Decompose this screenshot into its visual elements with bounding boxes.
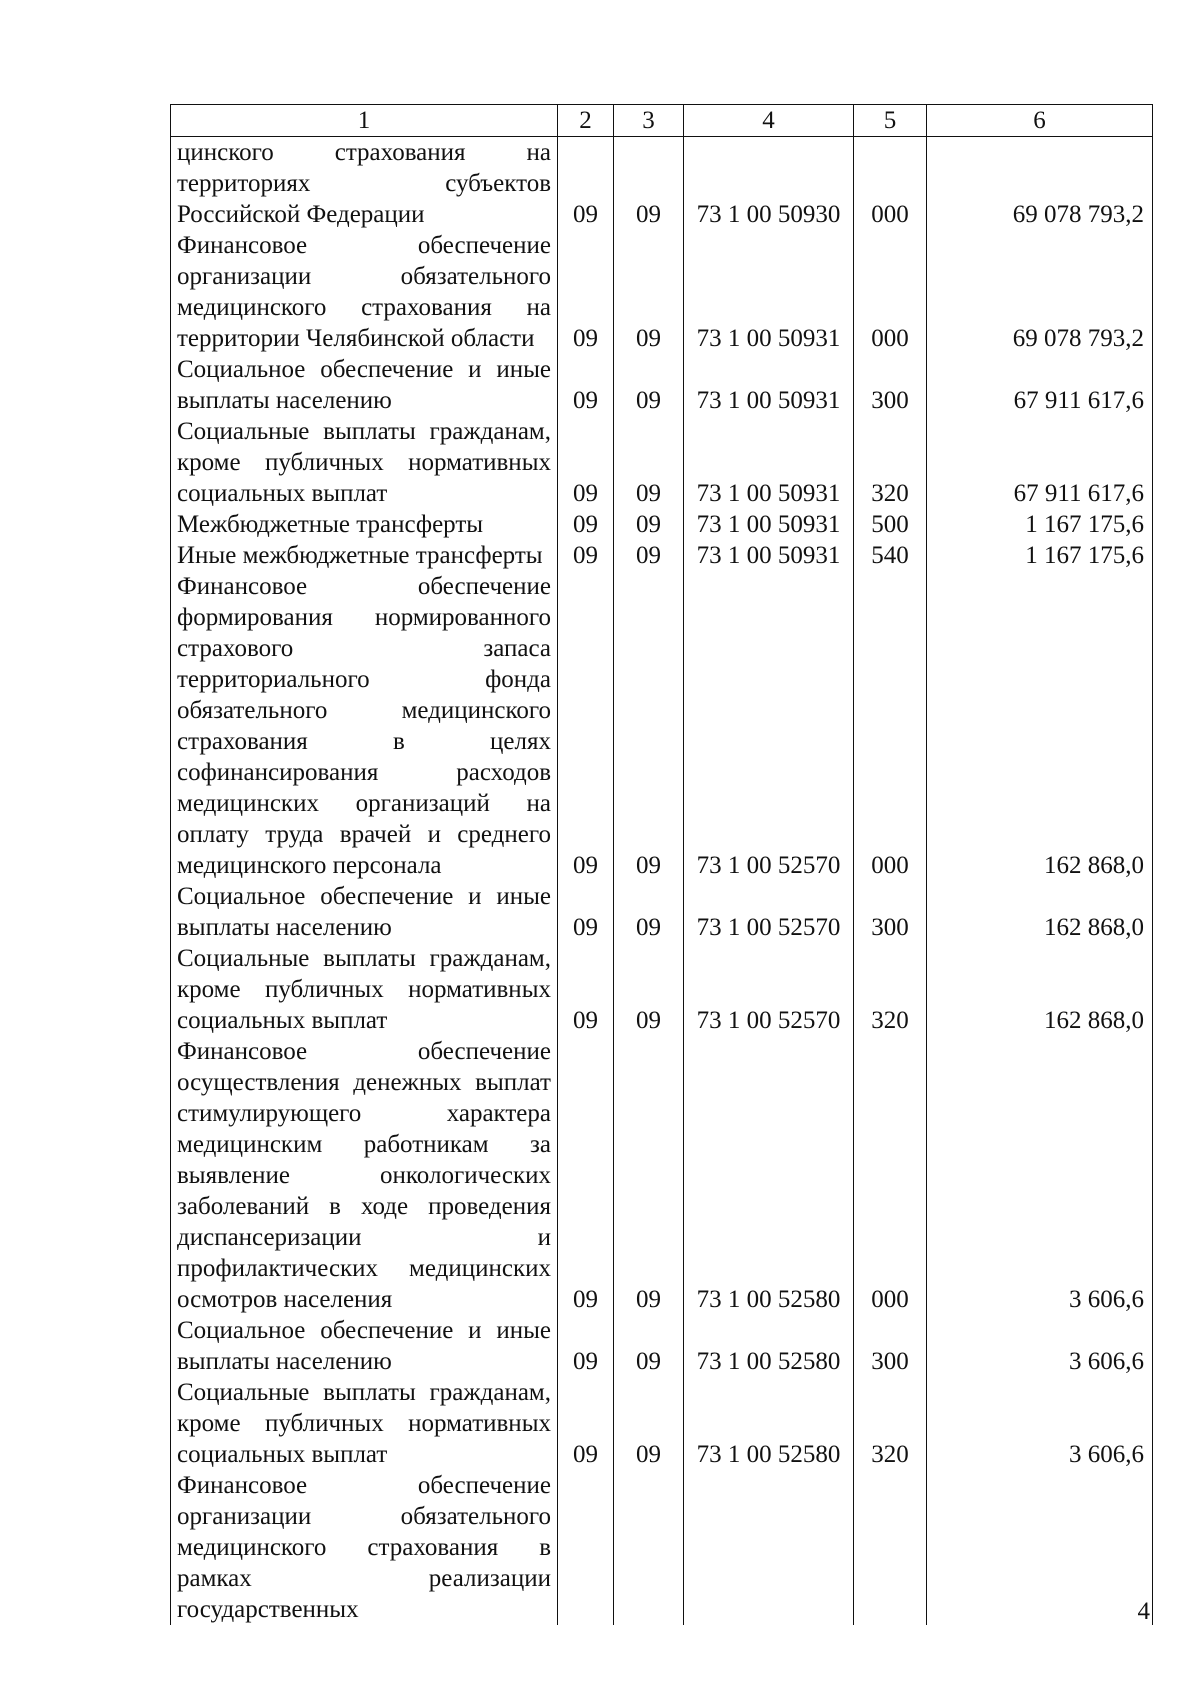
row-amount xyxy=(927,1470,1153,1625)
row-name: Социальное обеспечение и иные выплаты населению xyxy=(171,881,558,943)
row-subsection: 09 xyxy=(614,354,684,416)
row-section: 09 xyxy=(558,1036,614,1315)
header-col-5: 5 xyxy=(854,105,927,137)
row-amount: 69 078 793,2 xyxy=(927,230,1153,354)
row-subsection: 09 xyxy=(614,943,684,1036)
table-row xyxy=(171,230,1153,354)
table-header-row xyxy=(171,105,1153,137)
row-expense-type: 300 xyxy=(854,354,927,416)
table-row xyxy=(171,571,1153,881)
row-target-code: 73 1 00 50931 xyxy=(684,416,854,509)
row-subsection: 09 xyxy=(614,571,684,881)
row-target-code: 73 1 00 52570 xyxy=(684,571,854,881)
row-subsection: 09 xyxy=(614,509,684,540)
page-number: 4 xyxy=(1137,1598,1150,1625)
row-name: Социальное обеспечение и иные выплаты населению xyxy=(171,1315,558,1377)
header-col-4: 4 xyxy=(684,105,854,137)
row-amount: 162 868,0 xyxy=(927,571,1153,881)
row-name: Финансовое обеспечение организации обязательного медицинского страхования на территории Челябинской области xyxy=(171,230,558,354)
row-name: Социальные выплаты гражданам, кроме публичных нормативных социальных выплат xyxy=(171,416,558,509)
row-expense-type: 540 xyxy=(854,540,927,571)
table-row xyxy=(171,416,1153,509)
row-expense-type: 000 xyxy=(854,230,927,354)
table-row xyxy=(171,1315,1153,1377)
row-expense-type: 320 xyxy=(854,416,927,509)
row-section: 09 xyxy=(558,540,614,571)
row-amount: 3 606,6 xyxy=(927,1036,1153,1315)
table-row xyxy=(171,137,1153,231)
row-subsection: 09 xyxy=(614,1036,684,1315)
row-amount: 162 868,0 xyxy=(927,881,1153,943)
row-target-code: 73 1 00 52580 xyxy=(684,1036,854,1315)
row-expense-type xyxy=(854,1470,927,1625)
row-target-code xyxy=(684,1470,854,1625)
table-row xyxy=(171,1036,1153,1315)
row-name: Финансовое обеспечение осуществления денежных выплат стимулирующего характера медицинским работникам за выявление онкологических заболеваний в ходе проведения диспансеризации и профилактических медицинских осмотров населения xyxy=(171,1036,558,1315)
row-amount: 1 167 175,6 xyxy=(927,509,1153,540)
row-target-code: 73 1 00 52570 xyxy=(684,943,854,1036)
row-target-code: 73 1 00 50931 xyxy=(684,230,854,354)
row-subsection: 09 xyxy=(614,1315,684,1377)
row-name: цинского страхования на территориях субъектов Российской Федерации xyxy=(171,137,558,231)
row-expense-type: 320 xyxy=(854,1377,927,1470)
table-row xyxy=(171,881,1153,943)
row-expense-type: 300 xyxy=(854,1315,927,1377)
header-col-2: 2 xyxy=(558,105,614,137)
row-name: Социальное обеспечение и иные выплаты населению xyxy=(171,354,558,416)
table-row xyxy=(171,509,1153,540)
row-name: Финансовое обеспечение организации обязательного медицинского страхования в рамках реализации государственных xyxy=(171,1470,558,1625)
row-amount: 1 167 175,6 xyxy=(927,540,1153,571)
row-expense-type: 500 xyxy=(854,509,927,540)
row-name: Социальные выплаты гражданам, кроме публичных нормативных социальных выплат xyxy=(171,1377,558,1470)
row-amount: 3 606,6 xyxy=(927,1377,1153,1470)
row-subsection: 09 xyxy=(614,137,684,231)
row-subsection xyxy=(614,1470,684,1625)
row-subsection: 09 xyxy=(614,230,684,354)
row-subsection: 09 xyxy=(614,416,684,509)
row-section: 09 xyxy=(558,1377,614,1470)
row-amount: 3 606,6 xyxy=(927,1315,1153,1377)
row-subsection: 09 xyxy=(614,881,684,943)
budget-table xyxy=(170,104,1153,1625)
row-amount: 67 911 617,6 xyxy=(927,354,1153,416)
table-row xyxy=(171,540,1153,571)
row-section: 09 xyxy=(558,416,614,509)
header-col-1: 1 xyxy=(171,105,558,137)
row-target-code: 73 1 00 52570 xyxy=(684,881,854,943)
row-section: 09 xyxy=(558,509,614,540)
table-row xyxy=(171,943,1153,1036)
row-name: Межбюджетные трансферты xyxy=(171,509,558,540)
row-expense-type: 000 xyxy=(854,137,927,231)
row-section: 09 xyxy=(558,1315,614,1377)
row-expense-type: 000 xyxy=(854,1036,927,1315)
row-section xyxy=(558,1470,614,1625)
row-section: 09 xyxy=(558,571,614,881)
row-target-code: 73 1 00 50931 xyxy=(684,354,854,416)
row-target-code: 73 1 00 50930 xyxy=(684,137,854,231)
row-target-code: 73 1 00 50931 xyxy=(684,540,854,571)
row-subsection: 09 xyxy=(614,540,684,571)
row-section: 09 xyxy=(558,943,614,1036)
row-subsection: 09 xyxy=(614,1377,684,1470)
row-section: 09 xyxy=(558,881,614,943)
row-section: 09 xyxy=(558,230,614,354)
table-row xyxy=(171,1470,1153,1625)
header-col-6: 6 xyxy=(927,105,1153,137)
row-section: 09 xyxy=(558,137,614,231)
row-amount: 69 078 793,2 xyxy=(927,137,1153,231)
row-name: Финансовое обеспечение формирования нормированного страхового запаса территориального фонда обязательного медицинского страхования в целях софинансирования расходов медицинских организаций на оплату труда врачей и среднего медицинского персонала xyxy=(171,571,558,881)
row-section: 09 xyxy=(558,354,614,416)
row-name: Социальные выплаты гражданам, кроме публичных нормативных социальных выплат xyxy=(171,943,558,1036)
table-row xyxy=(171,1377,1153,1470)
row-amount: 67 911 617,6 xyxy=(927,416,1153,509)
row-target-code: 73 1 00 52580 xyxy=(684,1377,854,1470)
row-amount: 162 868,0 xyxy=(927,943,1153,1036)
row-target-code: 73 1 00 50931 xyxy=(684,509,854,540)
table-body xyxy=(171,137,1153,1626)
row-expense-type: 320 xyxy=(854,943,927,1036)
table-row xyxy=(171,354,1153,416)
row-target-code: 73 1 00 52580 xyxy=(684,1315,854,1377)
row-name: Иные межбюджетные трансферты xyxy=(171,540,558,571)
row-expense-type: 000 xyxy=(854,571,927,881)
header-col-3: 3 xyxy=(614,105,684,137)
row-expense-type: 300 xyxy=(854,881,927,943)
